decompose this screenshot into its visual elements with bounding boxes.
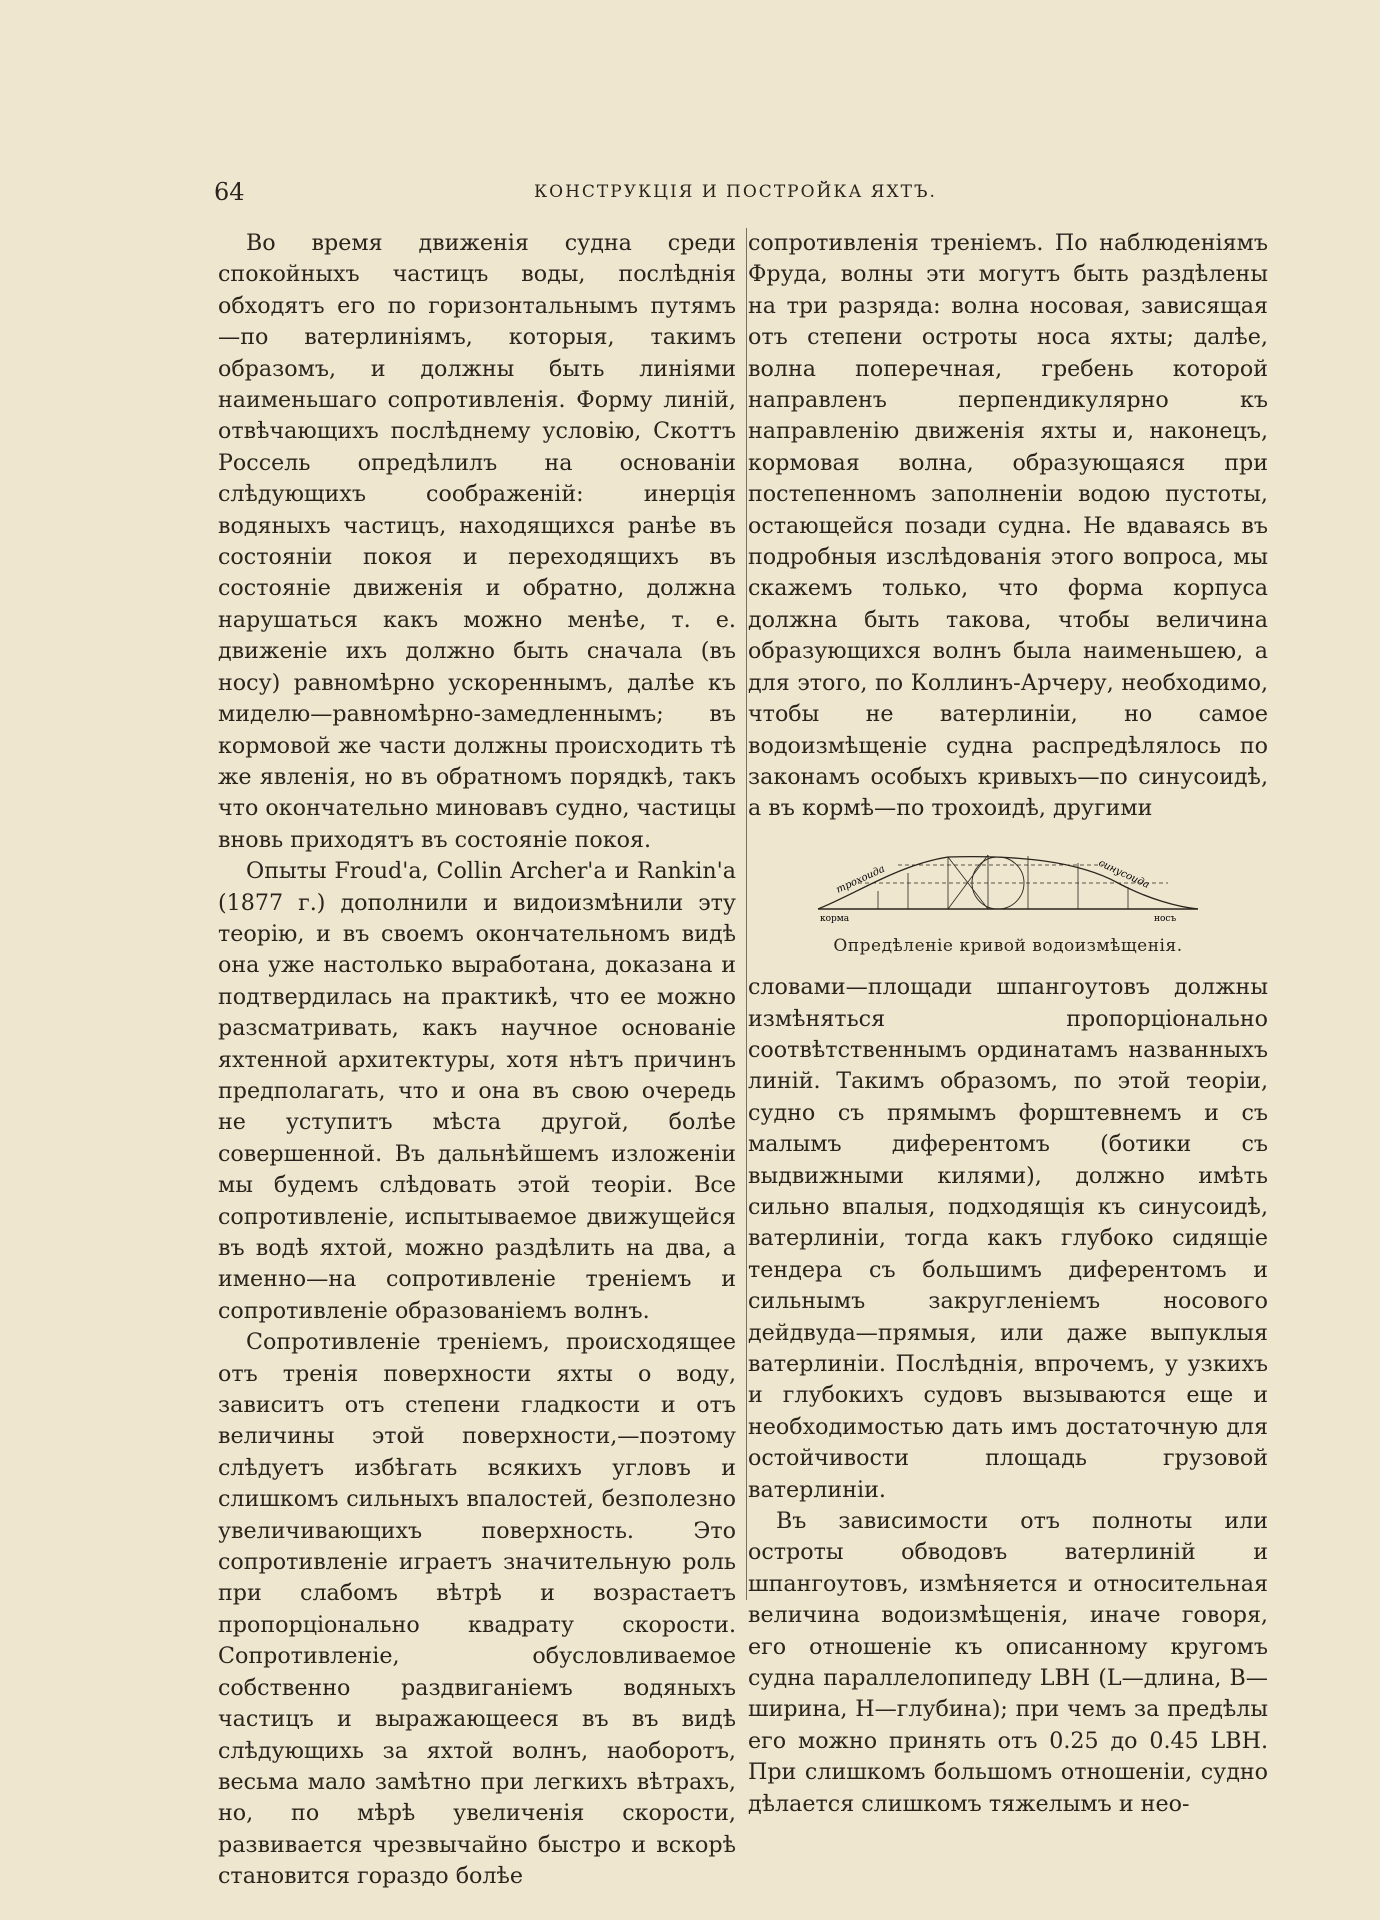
running-title: КОНСТРУКЦІЯ И ПОСТРОЙКА ЯХТЪ. xyxy=(534,182,937,202)
paragraph: Во время движенія судна среди спокойныхъ частицъ воды, послѣднія обходятъ его по горизонтальнымъ путямъ—по ватерлиніямъ, которыя, такимъ образомъ, и должны быть линіями наименьшаго сопротивленія. Форму линій, отвѣчающихъ послѣднему условію, Скоттъ Россель опредѣлилъ на основаніи слѣдующихъ соображеній: инерція водяныхъ частицъ, находящихся ранѣе въ состояніи покоя и переходящихъ въ состояніе движенія и обратно, должна нарушаться какъ можно менѣе, т. е. движеніе ихъ должно быть сначала (въ носу) равномѣрно ускореннымъ, далѣе къ миделю—равномѣрно-замедленнымъ; въ кормовой же части должны происходить тѣ же явленія, но въ обратномъ порядкѣ, такъ что окончательно миновавъ судно, частицы вновь приходятъ въ состояніе покоя. xyxy=(218,230,736,853)
bow-label: носъ xyxy=(1154,913,1177,923)
page-number: 64 xyxy=(214,178,245,206)
paragraph: Сопротивленіе треніемъ, происходящее отъ тренія поверхности яхты о воду, зависитъ отъ степени гладкости и отъ величины этой поверхности,—поэтому слѣдуетъ избѣгать всякихъ угловъ и слишкомъ сильныхъ впалостей, безполезно увеличивающихъ поверхность. Это сопротивленіе играетъ значительную роль при слабомъ вѣтрѣ и возрастаетъ пропорціонально квадрату скорости. Сопротивленіе, обусловливаемое собственно раздвиганіемъ водяныхъ частицъ и выражающееся въ въ видѣ слѣдующихь за яхтой волнъ, наоборотъ, весьма мало замѣтно при легкихъ вѣтрахъ, но, по мѣрѣ увеличенія скорости, развивается чрезвычайно быстро и вскорѣ становится гораздо болѣе xyxy=(218,1329,736,1890)
paragraph: сопротивленія треніемъ. По наблюденіямъ Фруда, волны эти могутъ быть раздѣлены на три разряда: волна носовая, зависящая отъ степени остроты носа яхты; далѣе, волна поперечная, гребень которой направленъ перпендикулярно къ направленію движенія яхты и, наконецъ, кормовая волна, образующаяся при постепенномъ заполненіи водою пустоты, остающейся позади судна. Не вдаваясь въ подробныя изслѣдованія этого вопроса, мы скажемъ только, что форма корпуса должна быть такова, чтобы величина образующихся волнъ была наименьшею, а для этого, по Коллинъ-Арчеру, необходимо, чтобы не ватерлиніи, но самое водоизмѣщеніе судна распредѣлялось по законамъ особыхъ кривыхъ—по синусоидѣ, а въ кормѣ—по трохоидѣ, другими xyxy=(748,230,1268,822)
page-header xyxy=(214,178,1254,214)
left-column xyxy=(218,228,747,1890)
paragraph: Опыты Froud'а, Collin Archer'а и Rankin'а (1877 г.) дополнили и видоизмѣнили эту теорію, и въ своемъ окончательномъ видѣ она уже настолько выработана, доказана и подтвердилась на практикѣ, что ее можно разсматривать, какъ научное основаніе яхтенной архитектуры, хотя нѣтъ причинъ предполагать, что и она въ свою очередь не уступитъ мѣста другой, болѣе совершенной. Въ дальнѣйшемъ изложеніи мы будемъ слѣдовать этой теоріи. Все сопротивленіе, испытываемое движущейся въ водѣ яхтой, можно раздѣлить на два, а именно—на сопротивленіе треніемъ и сопротивленіе образованіемъ волнъ. xyxy=(218,858,736,1324)
paragraph: словами—площади шпангоутовъ должны измѣняться пропорціонально соотвѣтственнымъ ординатамъ названныхъ линій. Такимъ образомъ, по этой теоріи, судно съ прямымъ форштевнемъ и съ малымъ диферентомъ (ботики съ выдвижными килями), должно имѣть сильно впалыя, подходящія къ синусоидѣ, ватерлиніи, тогда какъ глубоко сидящіе тендера съ большимъ диферентомъ и сильнымъ закругленіемъ носового дейдвуда—прямыя, или даже выпуклыя ватерлиніи. Послѣднія, впрочемъ, у узкихъ и глубокихъ судовъ вызываются еще и необходимостью дать имъ достаточную для остойчивости площадь грузовой ватерлиніи. xyxy=(748,974,1268,1503)
paragraph: Въ зависимости отъ полноты или остроты обводовъ ватерлиній и шпангоутовъ, измѣняется и относительная величина водоизмѣщенія, иначе говоря, его отношеніе къ описанному кругомъ судна параллелопипеду LBH (L—длина, B—ширина, H—глубина); при чемъ за предѣлы его можно принять отъ 0.25 до 0.45 LBH. При слишкомъ большомъ отношеніи, судно дѣлается слишкомъ тяжелымъ и нео- xyxy=(748,1508,1268,1817)
trochoid-label: трохоида xyxy=(834,863,887,896)
figure-caption: Опредѣленіе кривой водоизмѣщенія. xyxy=(833,935,1183,956)
displacement-curve-figure xyxy=(748,843,1268,962)
stern-label: корма xyxy=(820,913,850,923)
sinusoid-label: синусоида xyxy=(1096,857,1152,891)
displacement-curve-diagram xyxy=(798,843,1218,923)
right-column xyxy=(748,228,1268,1820)
